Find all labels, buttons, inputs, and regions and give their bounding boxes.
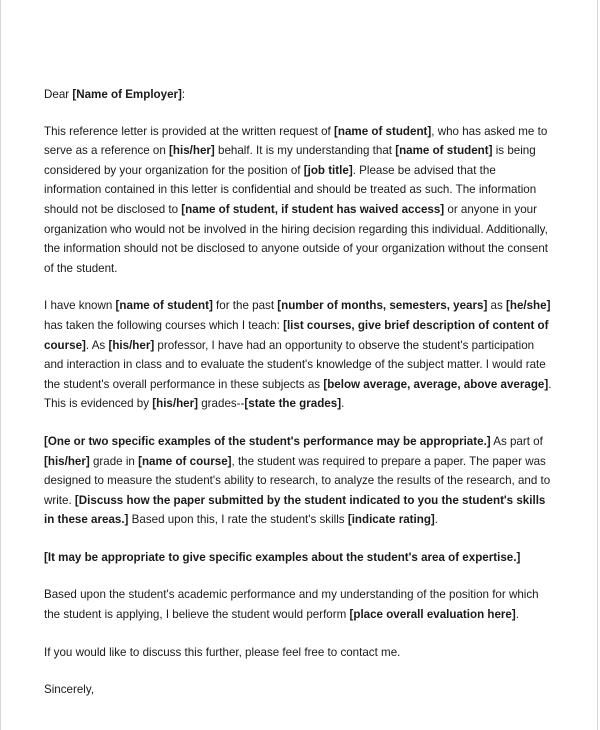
letter-paragraph-4 <box>44 548 552 568</box>
salutation-greeting: Dear <box>44 88 70 101</box>
paragraph-text: Sincerely, <box>44 683 95 697</box>
paragraph-text: Based upon the student's academic performance and my understanding of the position for which the student is applying, I believe the student would perform <box>44 588 539 622</box>
employer-name-placeholder: [Name of Employer] <box>72 88 182 101</box>
paragraph-text: . <box>341 397 345 411</box>
bracket-placeholder: [his/her] <box>108 338 155 352</box>
bracket-placeholder: [list courses, give brief description of content of course] <box>44 318 549 352</box>
paragraph-text: I have known <box>44 299 116 313</box>
bracket-placeholder: [name of student] <box>334 124 432 138</box>
bracket-placeholder: [job title] <box>303 163 353 177</box>
bracket-placeholder: [his/her] <box>44 454 90 468</box>
paragraph-text: . This is evidenced by <box>44 377 552 411</box>
bracket-placeholder: [his/her] <box>152 397 199 411</box>
salutation-line <box>44 85 552 105</box>
paragraph-text: is being considered by your organization for the position of <box>44 144 536 177</box>
paragraph-text: or anyone in your organization who would not be involved in the hiring decision regarding this individual. Additionally, the information should not be disclosed to anyone outside of your organization without the consent of the student. <box>44 202 549 275</box>
paragraph-text: As part of <box>490 434 543 448</box>
bracket-placeholder: [name of student, if student has waived access] <box>181 202 445 216</box>
paragraph-text: . <box>515 608 519 622</box>
paragraph-text: , the student was required to prepare a paper. The paper was designed to measure the student's ability to research, to analyze the results of the research, and to write. <box>44 454 551 507</box>
bracket-placeholder: [It may be appropriate to give specific examples about the student's area of expertise.] <box>44 550 521 564</box>
paragraph-text: professor, I have had an opportunity to observe the student's participation and interaction in class and to evaluate the student's knowledge of the subject matter. I would rate the student's overall performance in these subjects as <box>44 338 546 391</box>
paragraph-text: grade in <box>89 454 139 468</box>
reference-letter-body <box>44 85 552 718</box>
paragraph-text: as <box>487 299 506 313</box>
bracket-placeholder: [his/her] <box>169 144 215 158</box>
salutation-colon: : <box>181 88 186 101</box>
bracket-placeholder: [name of student] <box>395 144 493 158</box>
letter-paragraph-5 <box>44 585 552 624</box>
bracket-placeholder: [number of months, semesters, years] <box>277 299 488 313</box>
paragraph-text: , who has asked me to serve as a reference on <box>44 124 548 158</box>
letter-paragraph-6 <box>44 643 552 663</box>
bracket-placeholder: [Discuss how the paper submitted by the student indicated to you the student's skills in these areas.] <box>44 493 546 527</box>
bracket-placeholder: [indicate rating] <box>347 513 435 527</box>
bracket-placeholder: [state the grades] <box>244 397 342 411</box>
bracket-placeholder: [he/she] <box>506 299 551 313</box>
paragraph-text: has taken the following courses which I teach: <box>44 318 284 332</box>
paragraph-text: for the past <box>212 299 278 313</box>
letter-paragraphs <box>44 122 552 700</box>
bracket-placeholder: [One or two specific examples of the student's performance may be appropriate.] <box>44 434 491 448</box>
letter-paragraph-2 <box>44 296 552 414</box>
letter-paragraph-1 <box>44 122 552 279</box>
paragraph-text: This reference letter is provided at the written request of <box>44 124 334 138</box>
paragraph-text: Based upon this, I rate the student's skills <box>128 513 348 527</box>
bracket-placeholder: [below average, average, above average] <box>323 377 549 391</box>
letter-paragraph-3 <box>44 432 552 530</box>
bracket-placeholder: [name of student] <box>115 299 213 313</box>
paragraph-text: . Please be advised that the information contained in this letter is confidential and should be treated as such. The information should not be disclosed to <box>44 163 537 216</box>
paragraph-text: behalf. It is my understanding that <box>214 144 396 158</box>
bracket-placeholder: [name of course] <box>138 454 232 468</box>
paragraph-text: . As <box>85 338 109 352</box>
paragraph-text: If you would like to discuss this further, please feel free to contact me. <box>44 645 401 659</box>
paragraph-text: grades-- <box>198 397 245 411</box>
paragraph-text: . <box>434 513 439 527</box>
letter-paragraph-7 <box>44 680 552 700</box>
bracket-placeholder: [place overall evaluation here] <box>349 608 516 622</box>
